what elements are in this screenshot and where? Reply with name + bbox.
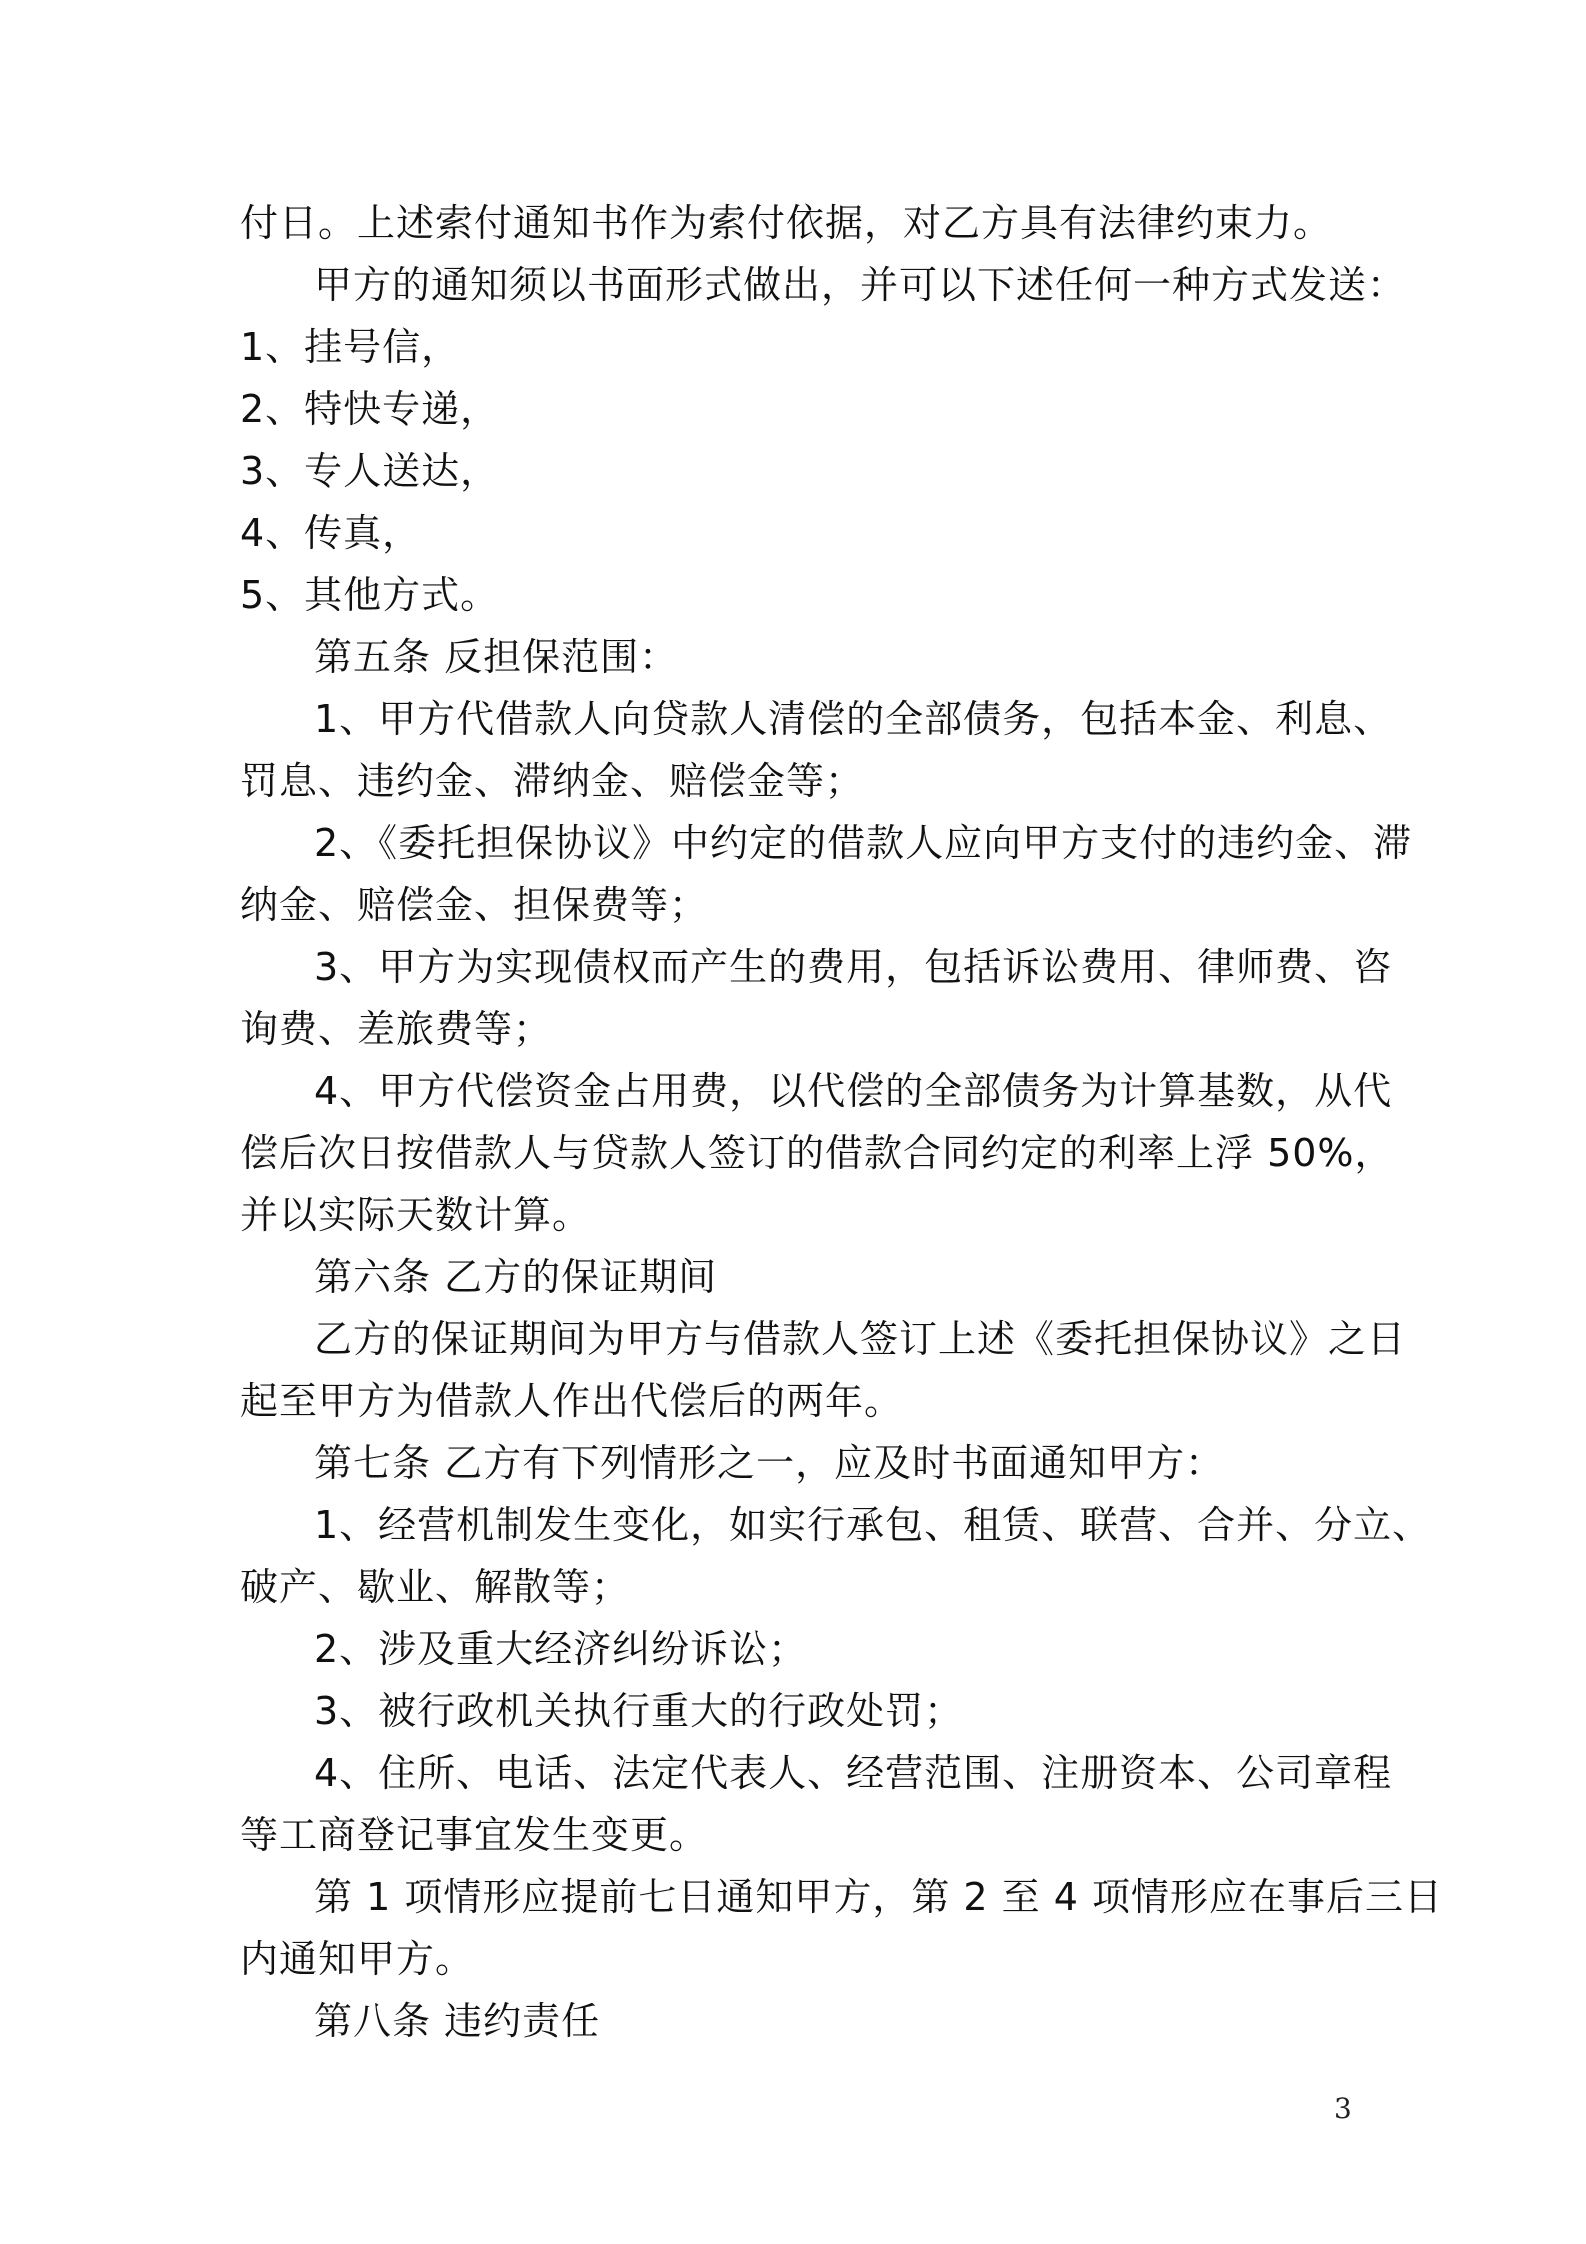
text-line: 第七条 乙方有下列情形之一，应及时书面通知甲方：	[314, 1441, 1225, 1485]
text-line: 起至甲方为借款人作出代偿后的两年。	[240, 1379, 904, 1423]
text-line: 付日。上述索付通知书作为索付依据，对乙方具有法律约束力。	[240, 201, 1333, 245]
text-line: 3、甲方为实现债权而产生的费用，包括诉讼费用、律师费、咨	[314, 945, 1393, 989]
text-line: 2、特快专递，	[240, 387, 500, 431]
text-line: 4、住所、电话、法定代表人、经营范围、注册资本、公司章程	[314, 1751, 1393, 1795]
text-line: 等工商登记事宜发生变更。	[240, 1813, 709, 1857]
page-number: 3	[1334, 2092, 1352, 2125]
text-line: 2、涉及重大经济纠纷诉讼；	[314, 1627, 808, 1671]
text-line: 罚息、违约金、滞纳金、赔偿金等；	[240, 759, 865, 803]
text-line: 4、传真，	[240, 511, 422, 555]
text-line: 询费、差旅费等；	[240, 1007, 553, 1051]
text-line: 3、专人送达，	[240, 449, 500, 493]
text-line: 甲方的通知须以书面形式做出，并可以下述任何一种方式发送：	[314, 263, 1407, 307]
text-line: 3、被行政机关执行重大的行政处罚；	[314, 1689, 964, 1733]
text-line: 第六条 乙方的保证期间	[314, 1255, 718, 1299]
text-line: 乙方的保证期间为甲方与借款人签订上述《委托担保协议》之日	[314, 1317, 1407, 1361]
text-line: 第 1 项情形应提前七日通知甲方，第 2 至 4 项情形应在事后三日	[314, 1875, 1444, 1919]
document-body	[240, 192, 1444, 2052]
text-line: 1、甲方代借款人向贷款人清偿的全部债务，包括本金、利息、	[314, 697, 1393, 741]
text-line: 第八条 违约责任	[314, 1999, 601, 2043]
text-line: 破产、歇业、解散等；	[240, 1565, 631, 1609]
text-line: 内通知甲方。	[240, 1937, 475, 1981]
text-line: 5、其他方式。	[240, 573, 500, 617]
text-line: 第五条 反担保范围：	[314, 635, 679, 679]
text-line: 并以实际天数计算。	[240, 1193, 592, 1237]
text-line: 2、《委托担保协议》中约定的借款人应向甲方支付的违约金、滞	[314, 821, 1413, 865]
text-line: 1、挂号信，	[240, 325, 461, 369]
text-line: 4、甲方代偿资金占用费，以代偿的全部债务为计算基数，从代	[314, 1069, 1393, 1113]
text-line: 纳金、赔偿金、担保费等；	[240, 883, 709, 927]
text-line: 1、经营机制发生变化，如实行承包、租赁、联营、合并、分立、	[314, 1503, 1432, 1547]
text-line: 偿后次日按借款人与贷款人签订的借款合同约定的利率上浮 50%，	[240, 1131, 1394, 1175]
